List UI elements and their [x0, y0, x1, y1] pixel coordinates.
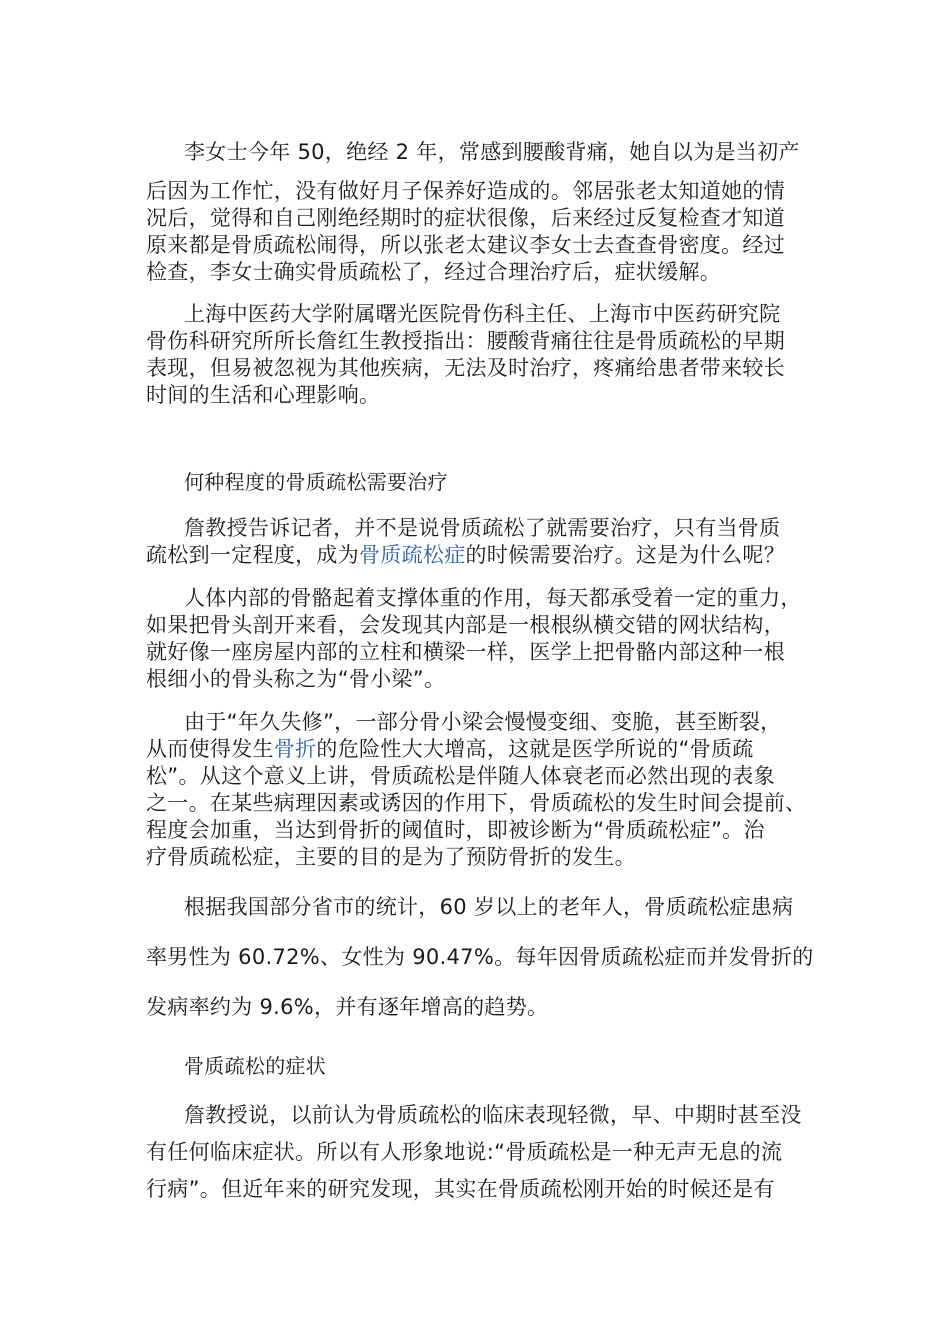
- para1-line: 检查，李女士确实骨质疏松了，经过合理治疗后，症状缓解。: [146, 260, 722, 284]
- para5-text: 从而使得发生: [146, 737, 274, 761]
- para4-line: 根细小的骨头称之为“骨小梁”。: [146, 667, 446, 691]
- para6-line: 发病率约为 9.6%，并有逐年增高的趋势。: [146, 995, 549, 1019]
- section-heading: 骨质疏松的症状: [184, 1054, 327, 1078]
- para2-line: 上海中医药大学附属曙光医院骨伤科主任、上海市中医药研究院: [184, 302, 781, 326]
- para2-line: 时间的生活和心理影响。: [146, 383, 381, 407]
- para5-line: 由于“年久失修”，一部分骨小梁会慢慢变细、变脆，甚至断裂，: [184, 710, 782, 734]
- para1-line: 原来都是骨质疏松闹得，所以张老太建议李女士去查查骨密度。经过: [146, 233, 785, 257]
- para6-line: 率男性为 60.72%、女性为 90.47%。每年因骨质疏松症而并发骨折的: [146, 945, 814, 969]
- para1-line: 李女士今年 50，绝经 2 年，常感到腰酸背痛，她自以为是当初产: [184, 140, 800, 164]
- para3-text: 的时候需要治疗。这是为什么呢？: [465, 543, 785, 567]
- para5-line: 程度会加重，当达到骨折的阈值时，即被诊断为“骨质疏松症”。治: [146, 818, 765, 842]
- para5-text: 的危险性大大增高，这就是医学所说的“骨质疏: [316, 737, 754, 761]
- para4-line: 人体内部的骨骼起着支撑体重的作用，每天都承受着一定的重力，: [184, 586, 802, 610]
- para1-line: 后因为工作忙，没有做好月子保养好造成的。邻居张老太知道她的情: [146, 179, 785, 203]
- para4-line: 就好像一座房屋内部的立柱和横梁一样，医学上把骨骼内部这种一根: [146, 640, 785, 664]
- para5-line: 疗骨质疏松症，主要的目的是为了预防骨折的发生。: [146, 845, 636, 869]
- para2-line: 骨伤科研究所所长詹红生教授指出：腰酸背痛往往是骨质疏松的早期: [146, 329, 785, 353]
- para7-line: 詹教授说，以前认为骨质疏松的临床表现轻微，早、中期时甚至没: [184, 1103, 802, 1127]
- fracture-link[interactable]: 骨折: [273, 737, 317, 761]
- para1-line: 况后，觉得和自己刚绝经期时的症状很像，后来经过反复检查才知道: [146, 206, 785, 230]
- para6-line: 根据我国部分省市的统计，60 岁以上的老年人，骨质疏松症患病: [184, 895, 794, 919]
- para7-line: 行病”。但近年来的研究发现，其实在骨质疏松刚开始的时候还是有: [146, 1177, 775, 1201]
- para7-line: 有任何临床症状。所以有人形象地说:“骨质疏松是一种无声无息的流: [146, 1140, 783, 1164]
- para3-line: [146, 539, 785, 569]
- osteoporosis-link[interactable]: 骨质疏松症: [359, 543, 466, 567]
- para5-line: 松”。从这个意义上讲，骨质疏松是伴随人体衰老而必然出现的表象: [146, 764, 775, 788]
- para4-line: 如果把骨头剖开来看，会发现其内部是一根根纵横交错的网状结构，: [146, 613, 785, 637]
- para3-text: 疏松到一定程度，成为: [146, 543, 359, 567]
- para3-line: 詹教授告诉记者，并不是说骨质疏松了就需要治疗，只有当骨质: [184, 516, 781, 540]
- para2-line: 表现，但易被忽视为其他疾病，无法及时治疗，疼痛给患者带来较长: [146, 356, 785, 380]
- para5-line: [146, 733, 754, 763]
- section-heading: 何种程度的骨质疏松需要治疗: [184, 470, 448, 494]
- para5-line: 之一。在某些病理因素或诱因的作用下，骨质疏松的发生时间会提前、: [146, 791, 807, 815]
